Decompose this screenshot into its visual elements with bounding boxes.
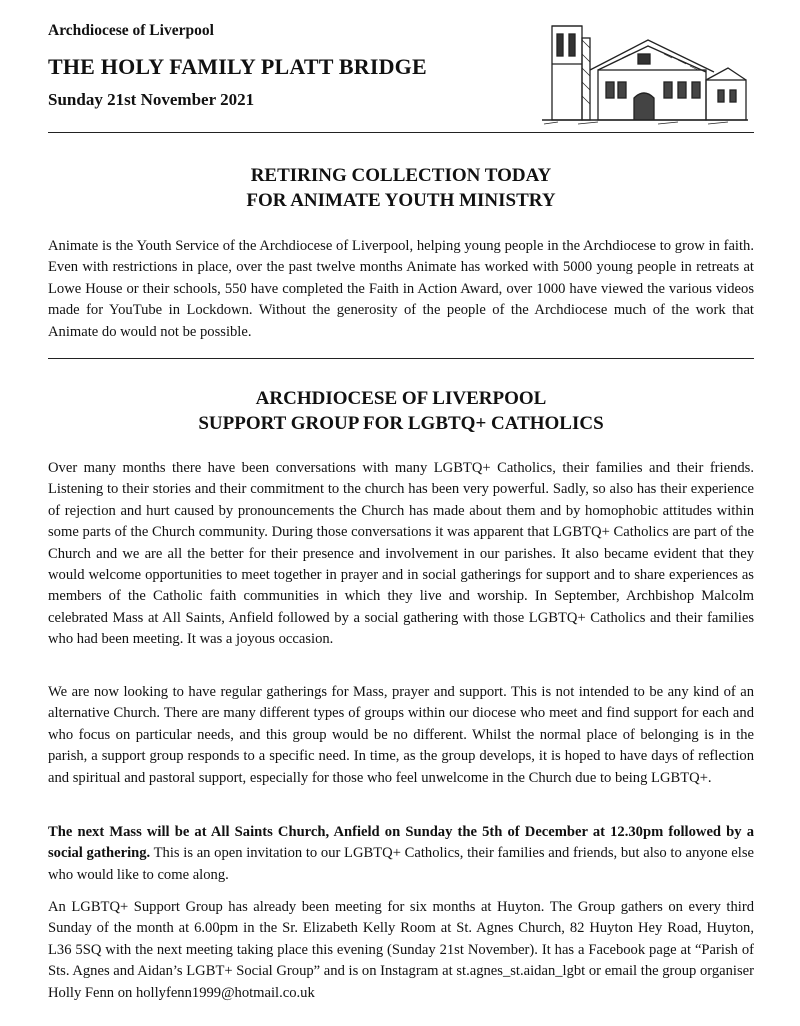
newsletter-header bbox=[0, 0, 800, 130]
lgbtq-paragraph-1: Over many months there have been conversations with many LGBTQ+ Catholics, their families and their friends. Listening to their stories and their commitment to the church has been very powerful. Sadly, so also has their experience of rejection and hurt caused by pronouncements the Church has made about them and by homophobic attitudes within some parts of the Church community. During those conversations it was apparent that LGBTQ+ Catholics are part of the Church and we are all the better for their presence and involvement in our parishes. It also became evident that they would welcome opportunities to meet together in prayer and in social gatherings for support and to share experiences as members of the Catholic faith communities in which they live and worship. In September, Archbishop Malcolm celebrated Mass at All Saints, Anfield followed by a social gathering with those LGBTQ+ Catholics and their families who had been meeting. It was a joyous occasion. bbox=[48, 460, 754, 648]
parish-title: THE HOLY FAMILY PLATT BRIDGE bbox=[48, 54, 427, 79]
newsletter-date: Sunday 21st November 2021 bbox=[48, 90, 255, 109]
heading-line: SUPPORT GROUP FOR LGBTQ+ CATHOLICS bbox=[198, 413, 604, 434]
next-mass-paragraph bbox=[48, 822, 754, 886]
diocese-name: Archdiocese of Liverpool bbox=[48, 22, 214, 39]
church-sketch-icon bbox=[538, 20, 750, 126]
heading-line: RETIRING COLLECTION TODAY bbox=[250, 165, 552, 186]
heading-line: FOR ANIMATE YOUTH MINISTRY bbox=[246, 190, 556, 211]
animate-paragraph: Animate is the Youth Service of the Archdiocese of Liverpool, helping young people in the Archdiocese to grow in faith. Even with restrictions in place, over the past twelve months Animate has worked with 5000 young people in retreats at Lowe House or their schools, 550 have completed the Faith in Action Award, over 1000 have viewed the various videos made for YouTube in Lockdown. Without the generosity of the people of the Archdiocese much of the work that Animate do would not be possible. bbox=[48, 238, 754, 340]
heading-line: ARCHDIOCESE OF LIVERPOOL bbox=[255, 388, 547, 409]
section-heading-lgbtq bbox=[48, 386, 754, 436]
huyton-group-paragraph: An LGBTQ+ Support Group has already been meeting for six months at Huyton. The Group gathers on every third Sunday of the month at 6.00pm in the Sr. Elizabeth Kelly Room at St. Agnes Church, 82 Huyton Hey Road, Huyton, L36 5SQ with the next meeting taking place this evening (Sunday 21st November). It has a Facebook page at “Parish of Sts. Agnes and Aidan’s LGBT+ Social Group” and is on Instagram at st.agnes_st.aidan_lgbt or email the group organiser Holly Fenn on hollyfenn1999@hotmail.co.uk bbox=[48, 899, 754, 1001]
lgbtq-paragraph-2: We are now looking to have regular gatherings for Mass, prayer and support. This is not intended to be any kind of an alternative Church. There are many different types of groups within our diocese who meet and find support for each and who focus on particular needs, and this group would be no different. Whilst the normal place of belonging is in the parish, a support group responds to a specific need. In time, as the group develops, it is hoped to have days of reflection and spiritual and pastoral support, especially for those who feel unwelcome in the Church due to being LGBTQ+. bbox=[48, 684, 754, 786]
section-divider bbox=[48, 358, 754, 359]
header-divider bbox=[48, 132, 754, 133]
invitation-text: This is an open invitation to our LGBTQ+ Catholics, their families and friends, but also to anyone else who would like to come along. bbox=[48, 845, 754, 883]
section-heading-animate bbox=[48, 163, 754, 213]
next-mass-announcement: The next Mass will be at All Saints Church, Anfield on Sunday the 5th of December at 12.30pm followed by a social gathering. bbox=[48, 824, 754, 862]
